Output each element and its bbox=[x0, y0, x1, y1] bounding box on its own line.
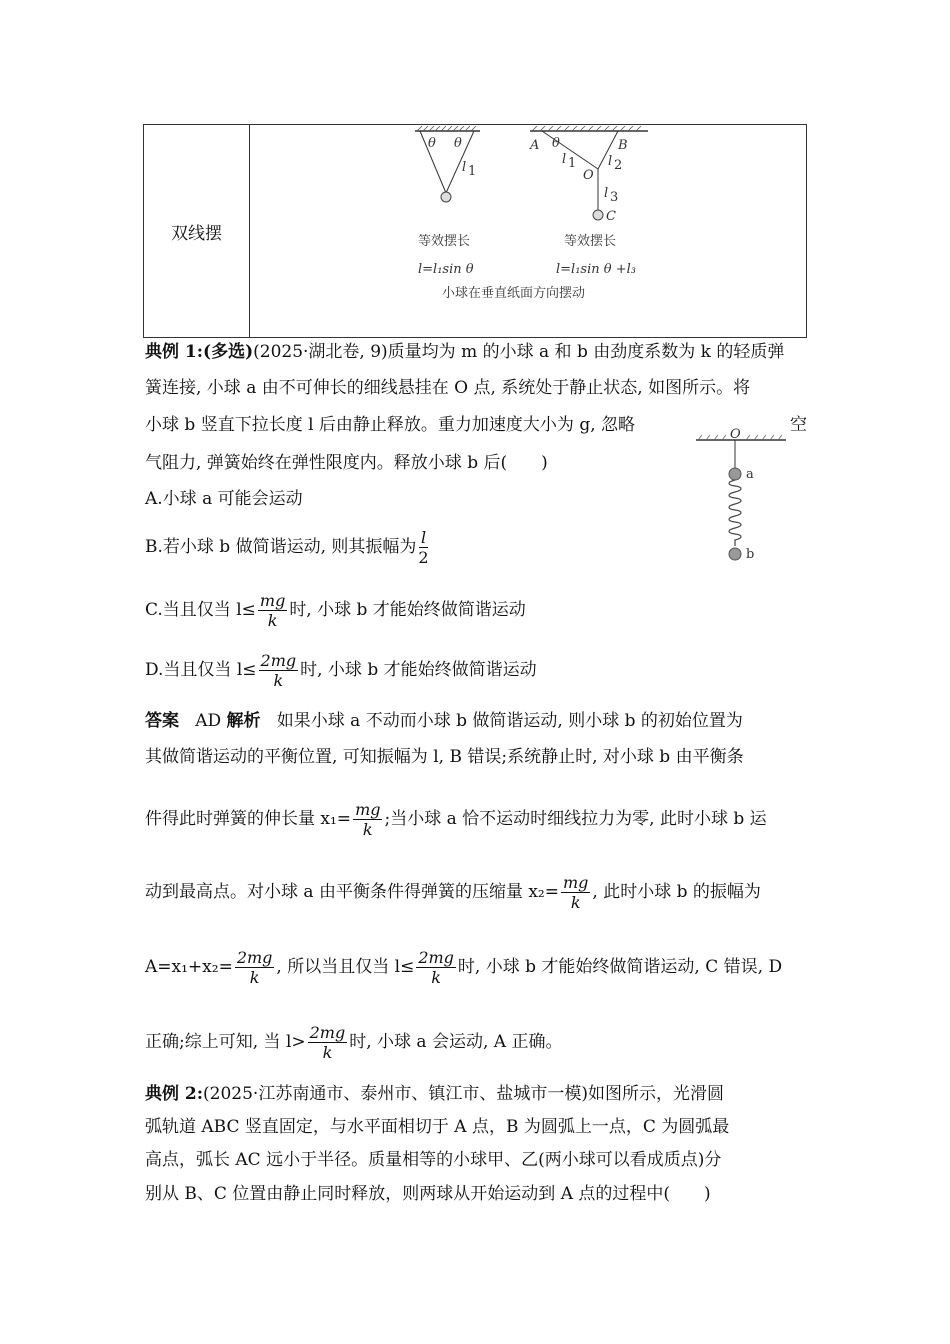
ex2-line4: 别从 B、C 位置由静止同时释放，则两球从开始运动到 A 点的过程中( ) bbox=[145, 1184, 711, 1204]
ans3-pre: 件得此时弹簧的伸长量 x₁= bbox=[145, 809, 352, 829]
left-formula: l=l₁sin θ bbox=[418, 262, 474, 277]
ans4-num: mg bbox=[563, 872, 589, 892]
optB-den: 2 bbox=[418, 547, 429, 567]
l1-label: l bbox=[462, 160, 467, 175]
option-C bbox=[145, 590, 526, 630]
l3-label: l bbox=[604, 186, 609, 201]
l3-sub: 3 bbox=[610, 190, 619, 205]
option-B bbox=[145, 527, 431, 567]
ans4-pre: 动到最高点。对小球 a 由平衡条件得弹簧的压缩量 x₂= bbox=[145, 882, 559, 902]
theta-left: θ bbox=[428, 136, 436, 151]
optC-den: k bbox=[267, 610, 278, 630]
spring-figure bbox=[690, 426, 790, 566]
spring-a: a bbox=[746, 467, 754, 482]
ans5-frac1 bbox=[235, 947, 275, 987]
optC-num: mg bbox=[259, 590, 286, 610]
row-label: 双线摆 bbox=[144, 125, 250, 338]
optD-den: k bbox=[273, 670, 284, 690]
ans4-frac bbox=[561, 872, 590, 912]
optC-post: 时, 小球 b 才能始终做简谐运动 bbox=[289, 600, 526, 620]
ans6-pre: 正确;综上可知, 当 l> bbox=[145, 1032, 306, 1052]
option-A: A.小球 a 可能会运动 bbox=[145, 489, 303, 509]
theta-right: θ bbox=[454, 136, 462, 151]
ans3-post: ;当小球 a 恰不运动时细线拉力为零, 此时小球 b 运 bbox=[384, 809, 767, 829]
right-caption: 等效摆长 bbox=[564, 234, 617, 249]
ex1-label: 典例 1: bbox=[145, 342, 204, 362]
ans6-den: k bbox=[322, 1042, 333, 1062]
answer-label: 答案 bbox=[145, 711, 179, 731]
right-pendulum bbox=[529, 126, 648, 277]
ex1-line4: 气阻力, 弹簧始终在弹性限度内。释放小球 b 后( ) bbox=[145, 453, 548, 473]
answer-line6 bbox=[145, 1020, 562, 1064]
optB-frac bbox=[418, 527, 429, 567]
ans4-post: , 此时小球 b 的振幅为 bbox=[592, 882, 761, 902]
optB-text: B.若小球 b 做简谐运动, 则其振幅为 bbox=[145, 537, 417, 557]
ans5-mid: , 所以当且仅当 l≤ bbox=[276, 957, 415, 977]
ex1-text1: (2025·湖北卷, 9)质量均为 m 的小球 a 和 b 由劲度系数为 k 的轻质弹 bbox=[253, 342, 785, 362]
spring-O: O bbox=[730, 427, 741, 442]
answer-line2: 其做简谐运动的平衡位置, 可知振幅为 l, B 错误;系统静止时, 对小球 b 由平衡条 bbox=[145, 747, 744, 767]
left-caption: 等效摆长 bbox=[418, 234, 471, 249]
spring-b: b bbox=[746, 547, 755, 562]
ans6-post: 时, 小球 a 会运动, A 正确。 bbox=[349, 1032, 563, 1052]
pendulum-table bbox=[143, 124, 807, 338]
optD-pre: D.当且仅当 l≤ bbox=[145, 660, 257, 680]
ans5-den1: k bbox=[249, 967, 260, 987]
ans5-frac2 bbox=[416, 947, 456, 987]
optC-frac bbox=[258, 590, 287, 630]
ex1-text3: 小球 b 竖直下拉长度 l 后由静止释放。重力加速度大小为 g, 忽略 bbox=[145, 415, 636, 435]
ans5-den2: k bbox=[431, 967, 441, 987]
ans3-frac bbox=[353, 799, 382, 839]
ex1-line3 bbox=[145, 413, 635, 437]
ans5-num1: 2mg bbox=[236, 947, 273, 967]
l1-sub-right: 1 bbox=[568, 156, 577, 171]
ans6-frac bbox=[308, 1022, 348, 1062]
double-pendulum-figure bbox=[250, 125, 806, 337]
label-O: O bbox=[583, 168, 594, 183]
ex1-line3-tail: 空 bbox=[790, 415, 807, 435]
ans5-num2: 2mg bbox=[418, 947, 454, 967]
ans4-den: k bbox=[570, 892, 581, 912]
ex2-line2: 弧轨道 ABC 竖直固定，与水平面相切于 A 点，B 为圆弧上一点，C 为圆弧最 bbox=[145, 1117, 730, 1137]
ans-text1: 如果小球 a 不动而小球 b 做简谐运动, 则小球 b 的初始位置为 bbox=[276, 711, 743, 731]
right-formula: l=l₁sin θ +l₃ bbox=[556, 262, 636, 277]
ex1-line2: 簧连接, 小球 a 由不可伸长的细线悬挂在 O 点, 系统处于静止状态, 如图所示。将 bbox=[145, 378, 751, 398]
label-B: B bbox=[618, 138, 628, 153]
jiexi-label: 解析 bbox=[226, 711, 261, 731]
figure-cell bbox=[250, 125, 807, 338]
ex1-tag: (多选) bbox=[203, 342, 254, 362]
ans6-num: 2mg bbox=[309, 1022, 346, 1042]
answer-value: AD bbox=[195, 711, 222, 731]
optD-frac bbox=[259, 650, 299, 690]
left-pendulum bbox=[415, 126, 480, 277]
l2-label: l bbox=[608, 154, 613, 169]
answer-line4 bbox=[145, 870, 761, 914]
l2-sub: 2 bbox=[614, 158, 623, 173]
optD-num: 2mg bbox=[260, 650, 297, 670]
ex1-line1 bbox=[145, 340, 784, 364]
ex2-label: 典例 2: bbox=[145, 1084, 204, 1104]
theta-label: θ bbox=[552, 136, 560, 151]
ex2-line1 bbox=[145, 1082, 724, 1106]
ans3-num: mg bbox=[355, 799, 381, 819]
ans5-pre: A=x₁+x₂= bbox=[145, 957, 233, 977]
label-A: A bbox=[530, 138, 540, 153]
optD-post: 时, 小球 b 才能始终做简谐运动 bbox=[300, 660, 537, 680]
ex2-text1: (2025·江苏南通市、泰州市、镇江市、盐城市一模)如图所示，光滑圆 bbox=[203, 1084, 724, 1104]
l1-sub: 1 bbox=[468, 164, 477, 179]
answer-line3 bbox=[145, 797, 767, 841]
answer-line1 bbox=[145, 709, 743, 733]
ex2-line3: 高点，弧长 AC 远小于半径。质量相等的小球甲、乙(两小球可以看成质点)分 bbox=[145, 1150, 722, 1170]
label-C: C bbox=[606, 209, 616, 224]
ans3-den: k bbox=[362, 819, 373, 839]
optB-num: l bbox=[420, 527, 427, 547]
answer-line5 bbox=[145, 945, 782, 989]
l1-label-right: l bbox=[562, 152, 567, 167]
optC-pre: C.当且仅当 l≤ bbox=[145, 600, 256, 620]
bottom-caption: 小球在垂直纸面方向摆动 bbox=[442, 286, 586, 301]
ans5-post: 时, 小球 b 才能始终做简谐运动, C 错误, D bbox=[457, 957, 783, 977]
option-D bbox=[145, 650, 537, 690]
